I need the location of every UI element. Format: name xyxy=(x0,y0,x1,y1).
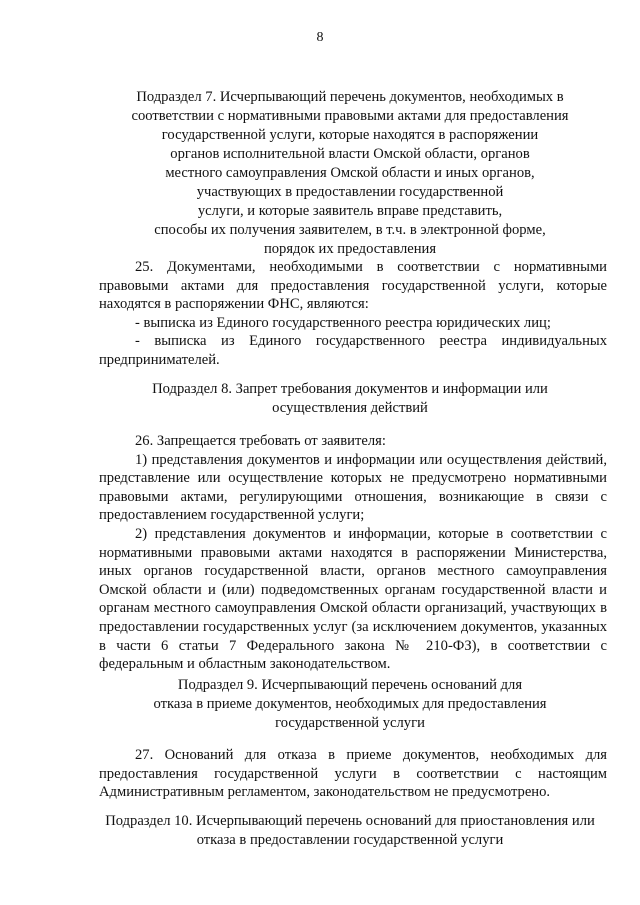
paragraph-26-intro: 26. Запрещается требовать от заявителя: xyxy=(135,433,386,449)
heading-line: соответствии с нормативными правовыми актами для предоставления xyxy=(131,108,569,124)
heading-line: отказа в предоставлении государственной услуги xyxy=(196,832,504,848)
heading-line: государственной услуги xyxy=(275,715,425,731)
paragraph-26 xyxy=(99,432,607,674)
heading-line: Подраздел 7. Исчерпывающий перечень документов, необходимых в xyxy=(136,89,564,105)
paragraph-27-text: 27. Оснований для отказа в приеме документов, необходимых для предоставления государственной услуги в соответствии с настоящим Административным регламентом, законодательством не предусмотрено. xyxy=(99,747,607,801)
heading-line: органов исполнительной власти Омской области, органов xyxy=(170,146,530,162)
heading-line: Подраздел 9. Исчерпывающий перечень оснований для xyxy=(177,677,523,693)
paragraph-25-item-2: - выписка из Единого государственного реестра индивидуальных предпринимателей. xyxy=(99,333,607,368)
heading-line: государственной услуги, которые находятся в распоряжении xyxy=(161,127,539,143)
paragraph-25 xyxy=(99,258,607,370)
heading-line: услуги, и которые заявитель вправе представить, xyxy=(197,203,503,219)
subsection-9-heading xyxy=(90,676,610,733)
subsection-10-heading xyxy=(80,812,620,850)
paragraph-26-item-2: 2) представления документов и информации, которые в соответствии с нормативными правовыми актами находятся в распоряжении Министерства, иных органов государственной власти, органов местного самоуправления Омской области и (или) подведомственных органам государственной власти и органам местного самоуправления Омской области организаций, участвующих в предоставлении государственных услуг (за исключением документов, указанных в части 6 статьи 7 Федерального закона № 210-ФЗ), в соответствии с федеральным и областным законодательством. xyxy=(99,525,607,673)
heading-line: Подраздел 8. Запрет требования документов и информации или xyxy=(152,381,548,397)
heading-line: осуществления действий xyxy=(272,400,428,416)
heading-line: порядок их предоставления xyxy=(263,241,437,257)
paragraph-25-item-1: - выписка из Единого государственного реестра юридических лиц; xyxy=(135,314,551,331)
subsection-7-heading xyxy=(90,88,610,259)
heading-line: участвующих в предоставлении государственной xyxy=(196,184,504,200)
paragraph-27 xyxy=(99,746,607,802)
page-number: 8 xyxy=(316,30,324,45)
paragraph-25-intro: 25. Документами, необходимыми в соответствии с нормативными правовыми актами для предоставления государственной услуги, которые находятся в распоряжении ФНС, являются: xyxy=(99,259,607,313)
subsection-8-heading xyxy=(90,380,610,418)
heading-line: отказа в приеме документов, необходимых для предоставления xyxy=(153,696,547,712)
heading-line: способы их получения заявителем, в т.ч. в электронной форме, xyxy=(154,222,546,238)
heading-line: Подраздел 10. Исчерпывающий перечень оснований для приостановления или xyxy=(105,813,595,829)
heading-line: местного самоуправления Омской области и иных органов, xyxy=(165,165,535,181)
paragraph-26-item-1: 1) представления документов и информации или осуществления действий, представление или осуществление которых не предусмотрено нормативными правовыми актами, регулирующими отношения, возникающие в связи с предоставлением государственной услуги; xyxy=(99,451,607,524)
